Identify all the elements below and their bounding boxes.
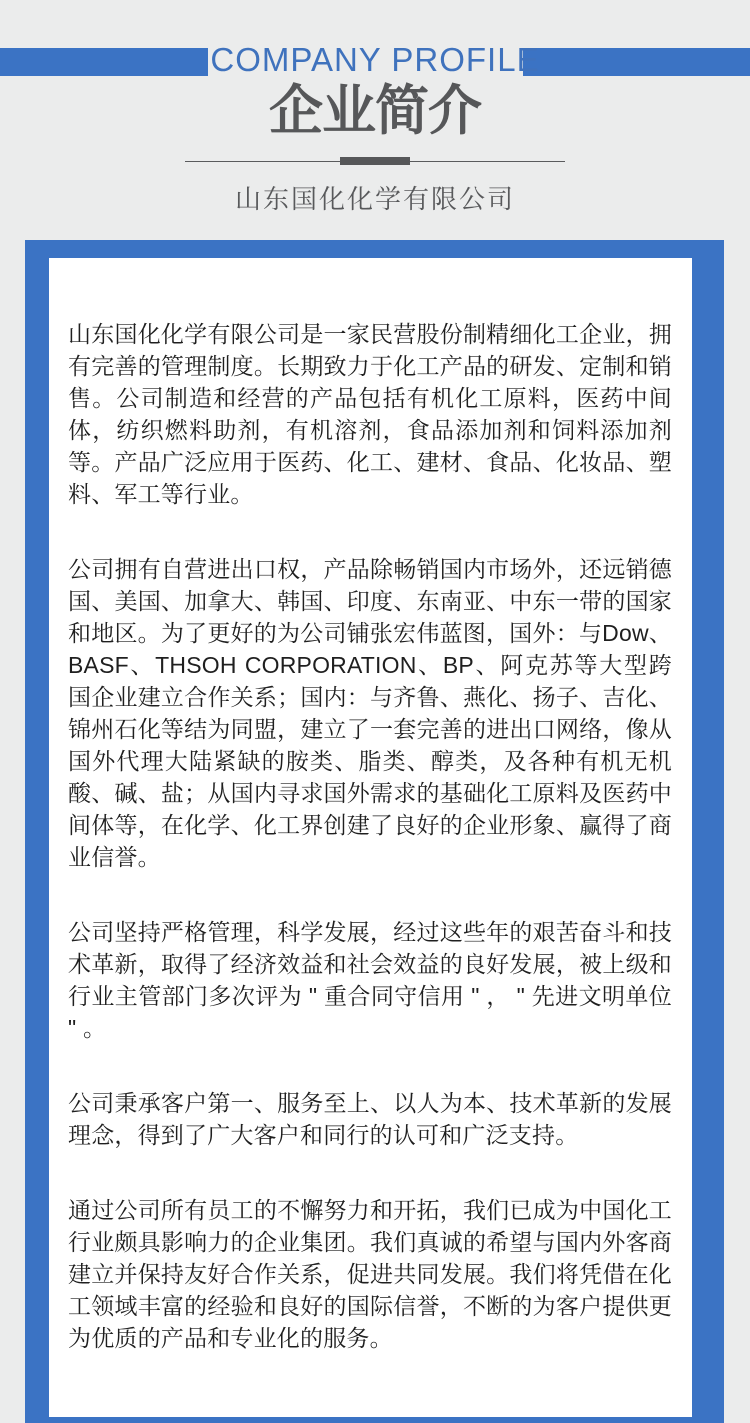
profile-paragraph-3: 公司坚持严格管理，科学发展，经过这些年的艰苦奋斗和技术革新，取得了经济效益和社会效益的良好发展，被上级和行业主管部门多次评为 " 重合同守信用 " ， " 先进文明单位 " 。	[68, 919, 672, 1041]
profile-paragraph-5: 通过公司所有员工的不懈努力和开拓，我们已成为中国化工行业颇具影响力的企业集团。我们真诚的希望与国内外客商建立并保持友好合作关系，促进共同发展。我们将凭借在化工领域丰富的经验和良好的国际信誉，不断的为客户提供更为优质的产品和专业化的服务。	[68, 1197, 672, 1351]
profile-paragraph-2: 公司拥有自营进出口权，产品除畅销国内市场外，还远销德国、美国、加拿大、韩国、印度、东南亚、中东一带的国家和地区。为了更好的为公司铺张宏伟蓝图，国外：与Dow、BASF、THSOH CORPORATION、BP、阿克苏等大型跨国企业建立合作关系；国内：与齐鲁、燕化、扬子、吉化、锦州石化等结为同盟，建立了一套完善的进出口网络，像从国外代理大陆紧缺的胺类、脂类、醇类，及各种有机无机酸、碱、盐；从国内寻求国外需求的基础化工原料及医药中间体等，在化学、化工界创建了良好的企业形象、赢得了商业信誉。	[68, 556, 672, 870]
profile-blue-frame	[25, 240, 724, 1423]
section-title-chinese: 企业简介	[269, 81, 481, 141]
section-title-english: COMPANY PROFILE	[210, 41, 540, 78]
profile-text-panel	[49, 258, 692, 1417]
company-name: 山东国化化学有限公司	[234, 184, 515, 214]
profile-paragraph-1: 山东国化化学有限公司是一家民营股份制精细化工企业，拥有完善的管理制度。长期致力于化工产品的研发、定制和销售。公司制造和经营的产品包括有机化工原料，医药中间体，纺织燃料助剂，有机溶剂，食品添加剂和饲料添加剂等。产品广泛应用于医药、化工、建材、食品、化妆品、塑料、军工等行业。	[68, 321, 672, 507]
title-divider-center-bar	[340, 157, 410, 165]
profile-paragraph-4: 公司秉承客户第一、服务至上、以人为本、技术革新的发展理念，得到了广大客户和同行的认可和广泛支持。	[68, 1090, 672, 1148]
